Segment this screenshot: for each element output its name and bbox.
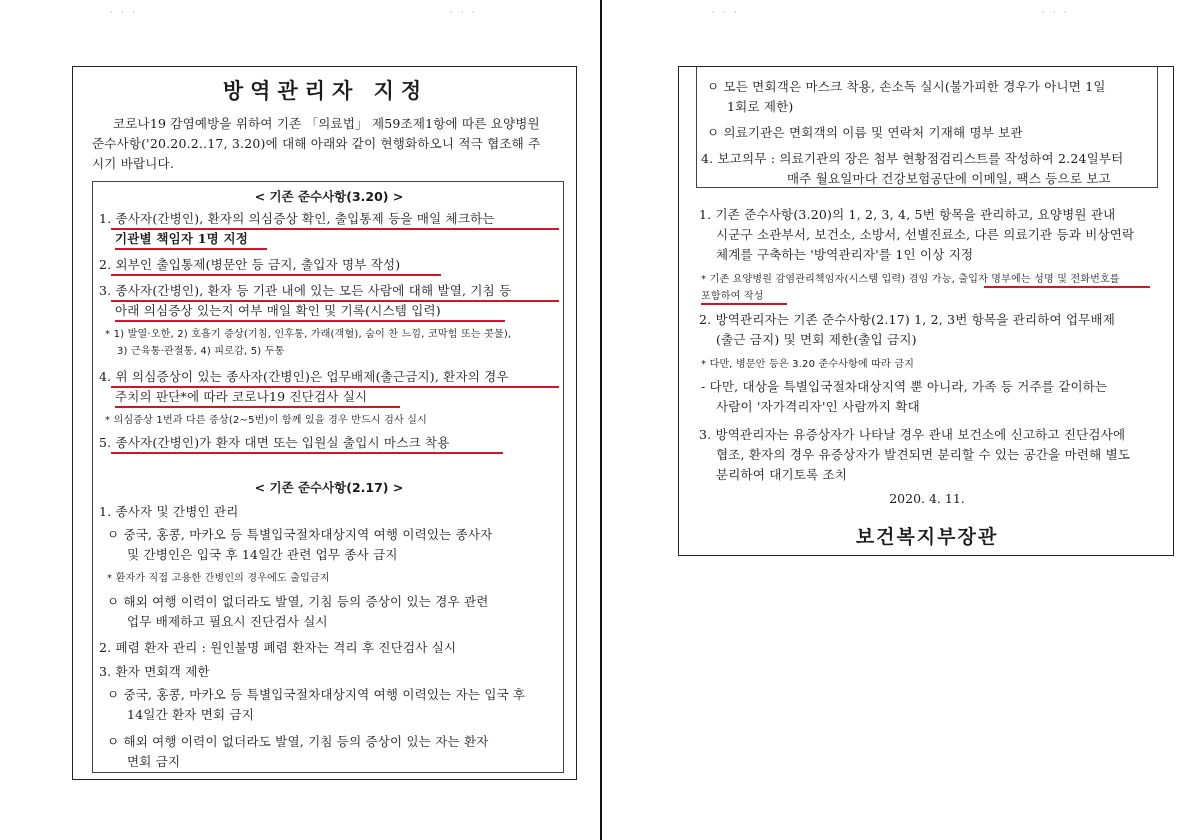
left-page: · · · · · · 방역관리자 지정 코로나19 감염예방을 위하여 기존 「의료법」 제59조제1항에 따른 요양병원 준수사항('20.20.2..17, 3.20)에 대해 아래와 같이 현행화하오니 적극 협조해 주 시기 바랍니다. < 기존 준수사항(3.20) > 1. 종사자(간병인), 환자의 의심증상 확인, 출입통제 등을 매일 체크하는 기관별 책임자 1명 지정 2. 외부인 출입통제(병문안 등 금지, 출입자 명부 작성) 3. 종사자(간병인), 환자 등 기관 내에 있는 모든 사람에 대해 발열, 기침 등 아래 의심증상 있는지 여부 매일 확인 및 기록(시스템 입력) * 1) 발열·오한, 2) 호흡기 증상(기침, 인후통, 가래(객혈), 숨이 찬 느낌, 코막힘 또는 콧물), 3) 근육통·관절통, 4) 피로감, 5) 두통 4. 위 의심증상이 있는 종사자(간병인)은 업무배제(출근금지), 환자의 경우 주치의 판단*에 따라 코로나19 진단검사 실시 * 의심증상 1번과 다른 증상(2~5번)이 함께 있을 경우 반드시 검사 실시 5. 종사자(간병인)가 환자 대면 또는 입원실 출입시 마스크 착용 < 기존 준수사항(2.17) > 1. 종사자 및 간병인 관리 ㅇ 중국, 홍콩, 마카오 등 특별입국절차대상지역 여행 이력있는 종사자 및 간병인은 입국 후 14일간 관련 업무 종사 금지 * 환자가 직접 고용한 간병인의 경우에도 출입금지 ㅇ 해외 여행 이력이 없더라도 발열, 기침 등의 증상이 있는 경우 관련 업무 배제하고 필요시 진단검사 실시 2. 폐렴 환자 관리 : 원인불명 폐렴 환자는 격리 후 진단검사 실시 3. 환자 면회객 제한 ㅇ 중국, 홍콩, 마카오 등 특별입국절차대상지역 여행 이력있는 자는 입국 후 14일간 환자 면회 금지 ㅇ 해외 여행 이력이 없더라도 발열, 기침 등의 증상이 있는 자는 환자 면회 금지 (0, 0, 600, 840)
minister-signature: 보건복지부장관 (855, 526, 999, 548)
right-document-frame (678, 66, 1174, 556)
box-a-line-2: 1회로 제한) (727, 99, 794, 114)
underline-item-4a (111, 386, 559, 388)
box-4-line-1: 4. 보고의무 : 의료기관의 장은 첨부 현황점검리스트를 작성하여 2.24일부터 (701, 151, 1124, 166)
item-1-line-2: 기관별 책임자 1명 지정 (115, 231, 249, 246)
intro-line-1: 코로나19 감염예방을 위하여 기존 「의료법」 제59조제1항에 따른 요양병원 (113, 116, 540, 131)
s2-item-3: 3. 환자 면회객 제한 (99, 664, 210, 679)
p1-line-1: 1. 기존 준수사항(3.20)의 1, 2, 3, 4, 5번 항목을 관리하고, 요양병원 관내 (699, 207, 1116, 222)
item-5: 5. 종사자(간병인)가 환자 대면 또는 입원실 출입시 마스크 착용 (99, 435, 450, 450)
p1-line-3: 체계를 구축하는 '방역관리자'를 1인 이상 지정 (716, 247, 974, 262)
s2-item-1a-line-1: ㅇ 중국, 홍콩, 마카오 등 특별입국절차대상지역 여행 이력있는 종사자 (107, 527, 493, 542)
underline-item-4b (115, 406, 400, 408)
item-3-line-2: 아래 의심증상 있는지 여부 매일 확인 및 기록(시스템 입력) (115, 303, 441, 318)
p3-line-1: 3. 방역관리자는 유증상자가 나타날 경우 관내 보건소에 신고하고 진단검사에 (699, 427, 1126, 442)
p2-dash-line-1: - 다만, 대상을 특별입국절차대상지역 뿐 아니라, 가족 등 거주를 같이하는 (701, 379, 1108, 394)
document-title: 방역관리자 지정 (222, 79, 429, 103)
underline-item-1b (115, 248, 267, 250)
p2-line-2: (출근 금지) 및 면회 제한(출입 금지) (716, 332, 917, 347)
underline-p1-note-a (984, 286, 1150, 288)
item-4-line-2: 주치의 판단*에 따라 코로나19 진단검사 실시 (115, 389, 368, 404)
item-1-line-1: 1. 종사자(간병인), 환자의 의심증상 확인, 출입통제 등을 매일 체크하는 (99, 211, 495, 226)
intro-line-3: 시기 바랍니다. (92, 156, 174, 171)
box-4-line-2: 매주 월요일마다 건강보험공단에 이메일, 팩스 등으로 보고 (787, 171, 1111, 186)
right-page: · · · · · · ㅇ 모든 면회객은 마스크 착용, 손소독 실시(불가피한 경우가 아니면 1일 1회로 제한) ㅇ 의료기관은 면회객의 이름 및 연락처 기재해 명부 보관 4. 보고의무 : 의료기관의 장은 첨부 현황점검리스트를 작성하여 2.24일부터 매주 월요일마다 건강보험공단에 이메일, 팩스 등으로 보고 1. 기존 준수사항(3.20)의 1, 2, 3, 4, 5번 항목을 관리하고, 요양병원 관내 시군구 소관부서, 보건소, 소방서, 선별진료소, 다른 의료기관 등과 비상연락 체계를 구축하는 '방역관리자'를 1인 이상 지정 * 기존 요양병원 감염관리책임자(시스템 입력) 겸임 가능, 출입자 명부에는 성명 및 전화번호를 포함하여 작성 2. 방역관리자는 기존 준수사항(2.17) 1, 2, 3번 항목을 관리하여 업무배제 (출근 금지) 및 면회 제한(출입 금지) * 다만, 병문안 등은 3.20 준수사항에 따라 금지 - 다만, 대상을 특별입국절차대상지역 뿐 아니라, 가족 등 거주를 같이하는 사람이 '자가격리자'인 사람까지 확대 3. 방역관리자는 유증상자가 나타날 경우 관내 보건소에 신고하고 진단검사에 협조, 환자의 경우 유증상자가 발견되면 분리할 수 있는 공간을 마련해 별도 분리하여 대기토록 조치 2020. 4. 11. 보건복지부장관 (602, 0, 1199, 840)
s2-item-1: 1. 종사자 및 간병인 관리 (99, 504, 239, 519)
left-document-frame (72, 66, 577, 780)
item-4-line-1: 4. 위 의심증상이 있는 종사자(간병인)은 업무배제(출근금지), 환자의 경우 (99, 369, 509, 384)
p3-line-2: 협조, 환자의 경우 유증상자가 발견되면 분리할 수 있는 공간을 마련해 별도 (716, 447, 1131, 462)
p2-line-1: 2. 방역관리자는 기존 준수사항(2.17) 1, 2, 3번 항목을 관리하여 업무배제 (699, 312, 1116, 327)
s2-item-3a-line-1: ㅇ 중국, 홍콩, 마카오 등 특별입국절차대상지역 여행 이력있는 자는 입국 후 (107, 687, 526, 702)
p1-note-line-1: * 기존 요양병원 감염관리책임자(시스템 입력) 겸임 가능, 출입자 명부에는 성명 및 전화번호를 (701, 274, 1120, 285)
underline-item-3a (111, 300, 559, 302)
note-3-line-1: * 1) 발열·오한, 2) 호흡기 증상(기침, 인후통, 가래(객혈), 숨이 찬 느낌, 코막힘 또는 콧물), (105, 329, 512, 340)
underline-item-2 (111, 274, 441, 276)
s2-item-3a-line-2: 14일간 환자 면회 금지 (127, 707, 255, 722)
p3-line-3: 분리하여 대기토록 조치 (716, 467, 848, 482)
p2-dash-line-2: 사람이 '자가격리자'인 사람까지 확대 (716, 399, 920, 414)
p1-note-line-2: 포함하여 작성 (701, 291, 764, 302)
note-4: * 의심증상 1번과 다른 증상(2~5번)이 함께 있을 경우 반드시 검사 실시 (105, 415, 427, 426)
item-2: 2. 외부인 출입통제(병문안 등 금지, 출입자 명부 작성) (99, 257, 401, 272)
document-date: 2020. 4. 11. (889, 491, 965, 506)
s2-item-2: 2. 폐렴 환자 관리 : 원인불명 폐렴 환자는 격리 후 진단검사 실시 (99, 640, 457, 655)
p2-note: * 다만, 병문안 등은 3.20 준수사항에 따라 금지 (701, 359, 915, 370)
s2-item-3b-line-2: 면회 금지 (127, 754, 181, 769)
s2-item-3b-line-1: ㅇ 해외 여행 이력이 없더라도 발열, 기침 등의 증상이 있는 자는 환자 (107, 734, 489, 749)
underline-item-5 (111, 452, 503, 454)
intro-line-2: 준수사항('20.20.2..17, 3.20)에 대해 아래와 같이 현행화하오니 적극 협조해 주 (92, 136, 541, 151)
s2-item-1a-line-2: 및 간병인은 입국 후 14일간 관련 업무 종사 금지 (127, 547, 398, 562)
underline-p1-note-b (701, 303, 787, 305)
item-3-line-1: 3. 종사자(간병인), 환자 등 기관 내에 있는 모든 사람에 대해 발열, 기침 등 (99, 283, 512, 298)
underline-item-3b (115, 320, 505, 322)
s2-note-1: * 환자가 직접 고용한 간병인의 경우에도 출입금지 (107, 573, 330, 584)
s2-item-1b-line-2: 업무 배제하고 필요시 진단검사 실시 (127, 614, 328, 629)
section-title-320: < 기존 준수사항(3.20) > (254, 189, 404, 204)
continued-requirements-box (696, 67, 1158, 188)
section-title-217: < 기존 준수사항(2.17) > (254, 480, 404, 495)
note-3-line-2: 3) 근육통·관절통, 4) 피로감, 5) 두통 (117, 346, 285, 357)
p1-line-2: 시군구 소관부서, 보건소, 소방서, 선별진료소, 다른 의료기관 등과 비상연락 (716, 227, 1135, 242)
box-a-line-1: ㅇ 모든 면회객은 마스크 착용, 손소독 실시(불가피한 경우가 아니면 1일 (707, 79, 1106, 94)
requirements-box (92, 181, 564, 773)
underline-item-1a (111, 228, 559, 230)
s2-item-1b-line-1: ㅇ 해외 여행 이력이 없더라도 발열, 기침 등의 증상이 있는 경우 관련 (107, 594, 489, 609)
box-b: ㅇ 의료기관은 면회객의 이름 및 연락처 기재해 명부 보관 (707, 125, 1023, 140)
